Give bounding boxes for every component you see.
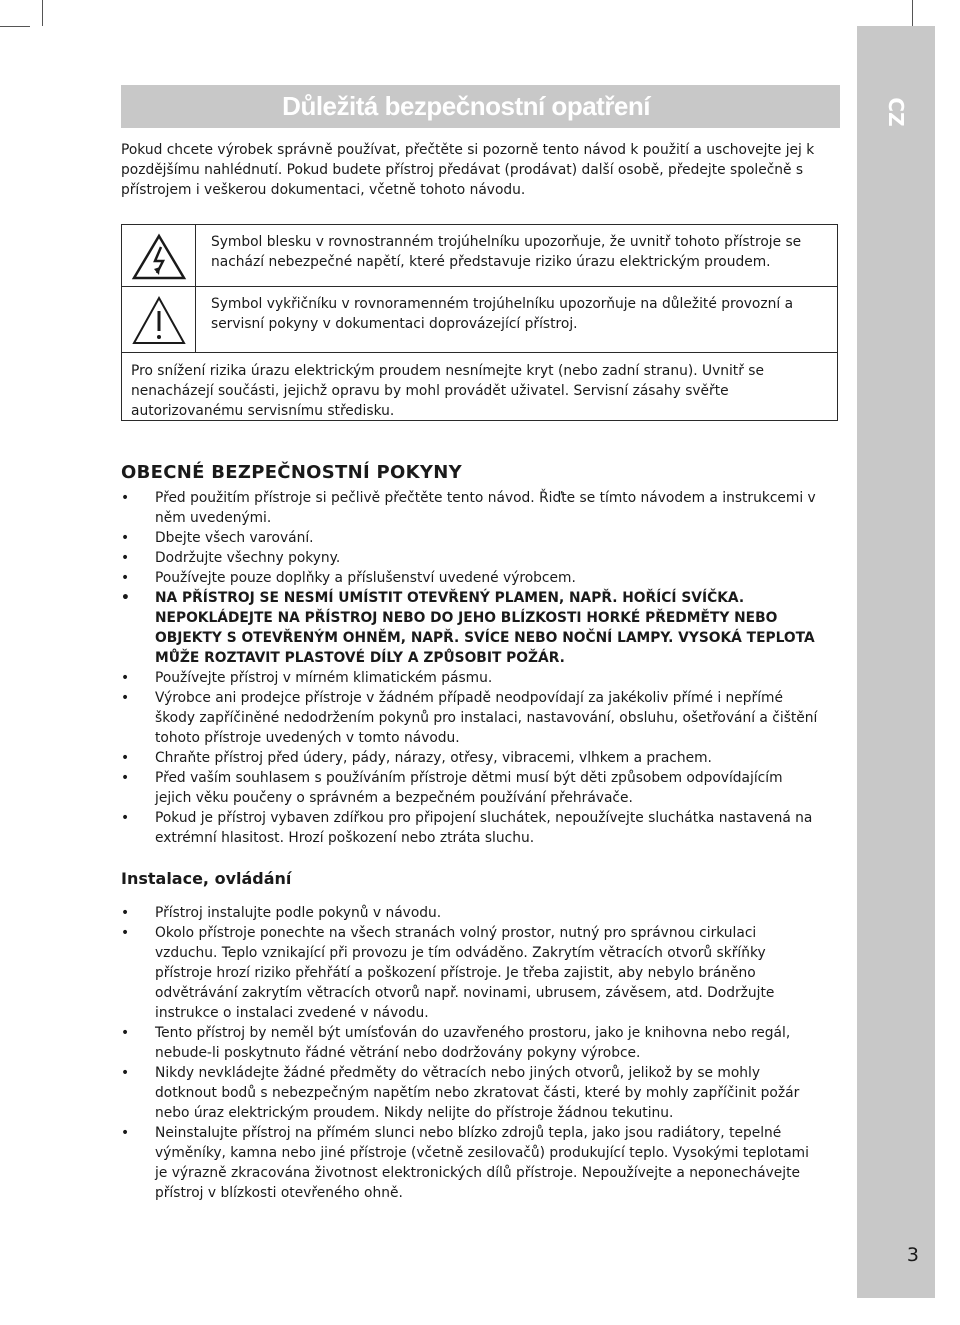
list-item-warning: • NA PŘÍSTROJ SE NESMÍ UMÍSTIT OTEVŘENÝ PLAMEN, NAPŘ. HOŘÍCÍ SVÍČKA. NEPOKLÁDEJTE NA PŘÍSTROJ NEBO DO JEHO BLÍZKOSTI HORKÉ PŘEDMĚTY NEBO OBJEKTY S OTEVŘENÝM OHNĚM, NAPŘ. SVÍCE NEBO NOČNÍ LAMPY. VYSOKÁ TEPLOTA MŮŽE ROZTAVIT PLASTOVÉ DÍLY A ZPŮSOBIT POŽÁR. [121,590,815,666]
list-item: • Před vaším souhlasem s používáním přístroje dětmi musí být děti způsobem odpovídajícím jejich věku poučeny o správném a bezpečném používání přehrávače. [121,770,783,806]
crop-mark [42,0,43,26]
list-item: • Nikdy nevkládejte žádné předměty do větracích nebo jiných otvorů, jelikož by se mohly dotknout bodů s nebezpečným napětím nebo zkratovat části, které by mohly zapříčinit požár nebo úraz elektrickým proudem. Nikdy nelijte do přístroje žádnou tekutinu. [121,1065,800,1121]
title-bar [121,85,840,128]
list-item: • Pokud je přístroj vybaven zdířkou pro připojení sluchátek, nepoužívejte sluchátka nastavená na extrémní hlasitost. Hrozí poškození nebo ztráta sluchu. [121,810,813,846]
list-item: • Neinstalujte přístroj na přímém slunci nebo blízko zdrojů tepla, jako jsou radiátory, tepelné výměníky, kamna nebo jiné přístroje (včetně zesilovačů) produkující teplo. Vysokými teplotami je výrazně zkracována životnost elektronických dílů přístroje. Nepoužívejte a neponechávejte přístroj v blízkosti otevřeného ohně. [121,1125,809,1201]
lightning-warning-icon [131,233,187,281]
bullet-icon: • [121,1125,130,1141]
bullet-icon: • [121,490,130,506]
crop-mark [0,26,30,27]
bullet-icon: • [121,810,130,826]
bullet-icon: • [121,670,130,686]
installation-list [121,903,821,1203]
bullet-icon: • [121,550,130,566]
list-item: • Okolo přístroje ponechte na všech stranách volný prostor, nutný pro správnou cirkulaci vzduchu. Teplo vznikající při provozu je tím odváděno. Zakrytím větracích otvorů skříňky přístroje hrozí riziko přehřátí a poškození přístroje. Je třeba zajistit, aby nebylo bráněno odvětrávání zakrytím větracích otvorů např. novinami, ubrusem, závěsem, atd. Dodržujte instrukce o instalaci zvedené v návodu. [121,925,775,1021]
bullet-icon: • [121,905,130,921]
general-safety-list [121,488,821,848]
installation-heading: Instalace, ovládání [121,869,292,888]
page-number: 3 [906,1244,919,1266]
list-item: • Dodržujte všechny pokyny. [121,550,341,566]
list-item: • Dbejte všech varování. [121,530,314,546]
list-item: • Používejte přístroj v mírném klimatickém pásmu. [121,670,493,686]
bullet-icon: • [121,690,130,706]
crop-mark [912,0,913,26]
bullet-icon: • [121,1065,130,1081]
bullet-icon: • [121,530,130,546]
bullet-icon: • [121,570,130,586]
language-code: CZ [884,97,908,127]
bullet-icon: • [121,1025,130,1041]
bullet-icon: • [121,590,130,606]
bullet-icon: • [121,770,130,786]
list-item: • Chraňte přístroj před údery, pády, nárazy, otřesy, vibracemi, vlhkem a prachem. [121,750,712,766]
warning-box [121,224,838,421]
exclamation-icon-cell [122,287,196,352]
general-safety-heading: OBECNÉ BEZPEČNOSTNÍ POKYNY [121,462,462,483]
exclamation-description: Symbol vykřičníku v rovnoramenném trojúhelníku upozorňuje na důležité provozní a servisní pokyny v dokumentaci doprovázející přístroj. [211,296,794,332]
exclamation-warning-icon [131,295,187,347]
bullet-icon: • [121,750,130,766]
list-item: • Výrobce ani prodejce přístroje v žádném případě neodpovídají za jakékoliv přímé i nepřímé škody zapříčiněné nedodržením pokynů pro instalaci, nastavování, obsluhu, ošetřování a čištění tohoto přístroje uvedených v tomto návodu. [121,690,818,746]
lightning-row [122,225,837,287]
page-title: Důležitá bezpečnostní opatření [282,91,650,121]
list-item: • Před použitím přístroje si pečlivě přečtěte tento návod. Řiďte se tímto návodem a instrukcemi v něm uvedenými. [121,490,816,526]
exclamation-row [122,287,837,353]
warning-footer-text: Pro snížení rizika úrazu elektrickým proudem nesnímejte kryt (nebo zadní stranu). Uvnitř se nenacházejí součásti, jejichž opravu by mohl provádět uživatel. Servisní zásahy svěřte autorizovanému servisnímu středisku. [131,363,764,419]
lightning-icon-cell [122,225,196,286]
list-item: • Používejte pouze doplňky a příslušenství uvedené výrobcem. [121,570,576,586]
lightning-description: Symbol blesku v rovnostranném trojúhelníku upozorňuje, že uvnitř tohoto přístroje se nachází nebezpečné napětí, které představuje riziko úrazu elektrickým proudem. [211,234,802,270]
list-item: • Přístroj instalujte podle pokynů v návodu. [121,905,442,921]
intro-paragraph: Pokud chcete výrobek správně používat, přečtěte si pozorně tento návod k použití a uschovejte jej k pozdějšímu nahlédnutí. Pokud budete přístroj předávat (prodávat) další osobě, předejte společně s přístrojem i veškerou dokumentaci, včetně tohoto návodu. [121,142,815,198]
language-side-tab [857,26,935,1298]
bullet-icon: • [121,925,130,941]
list-item: • Tento přístroj by neměl být umísťován do uzavřeného prostoru, jako je knihovna nebo regál, nebude-li poskytnuto řádné větrání nebo dodržovány pokyny výrobce. [121,1025,791,1061]
